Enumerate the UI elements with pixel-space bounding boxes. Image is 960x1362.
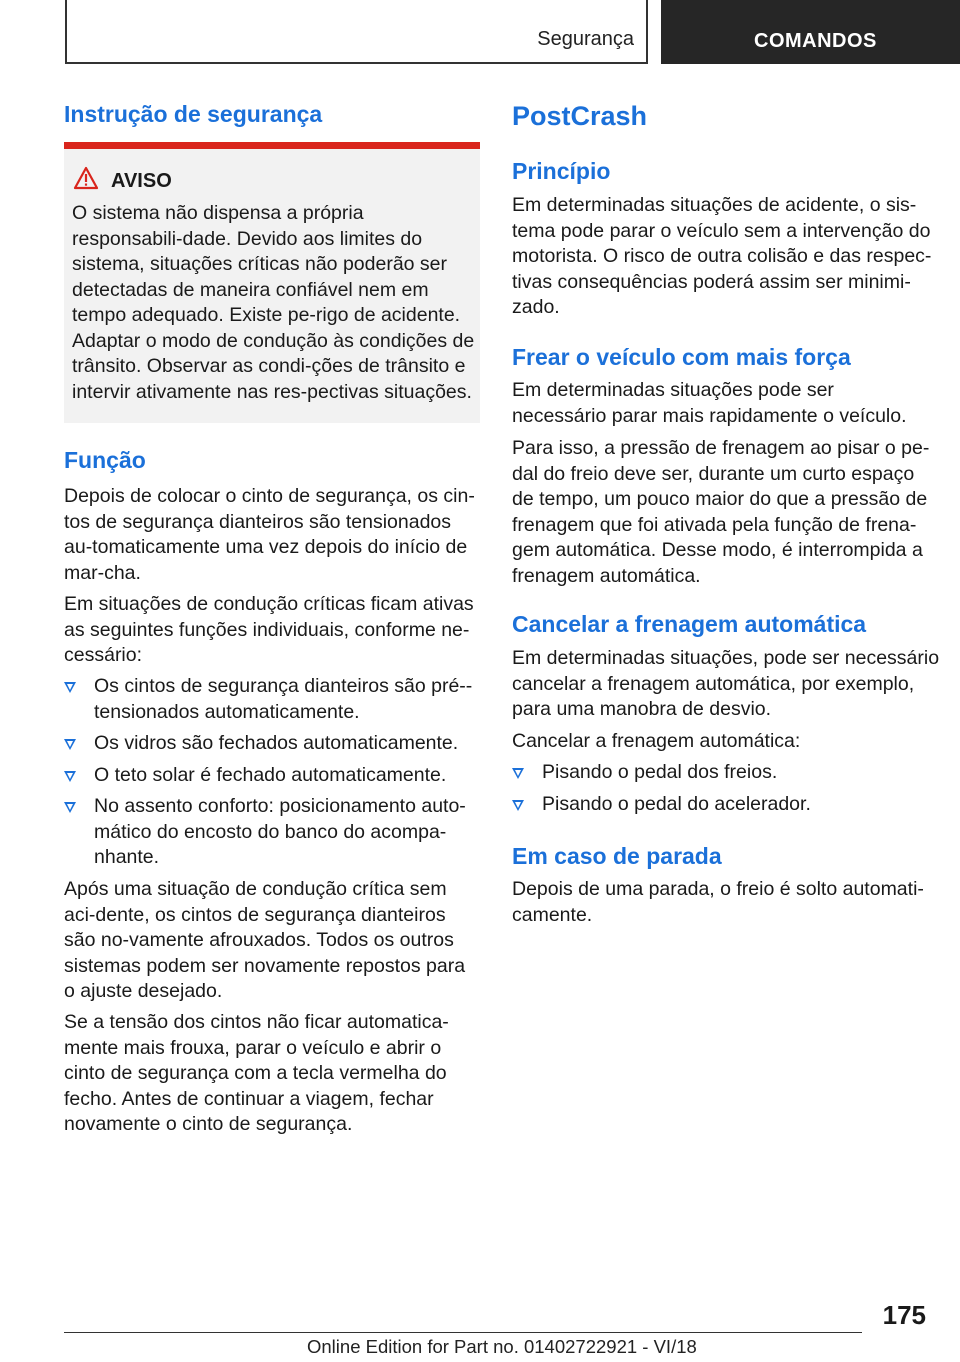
header-chapter-tab bbox=[661, 0, 960, 64]
funcao-paragraph-1: Depois de colocar o cinto de segurança, os cin-tos de segurança dianteiros são tensionados au-tomaticamente uma vez depois do início de mar-cha. bbox=[64, 485, 475, 584]
funcao-bullet-list bbox=[64, 674, 480, 877]
warning-rule bbox=[64, 142, 480, 149]
list-item: Os vidros são fechados automaticamente. bbox=[64, 731, 480, 757]
page-title-safety: Instrução de segurança bbox=[64, 101, 323, 127]
parada-paragraph: Depois de uma parada, o freio é solto automati-camente. bbox=[512, 878, 924, 926]
cancelar-paragraph-2: Cancelar a frenagem automática: bbox=[512, 730, 801, 752]
list-item: Os cintos de segurança dianteiros são pré--tensionados automaticamente. bbox=[64, 674, 480, 725]
list-item: No assento conforto: posicionamento auto-mático do encosto do banco do acompa-nhante. bbox=[64, 794, 480, 871]
page-number: 175 bbox=[882, 1300, 926, 1330]
chapter-label: COMANDOS bbox=[754, 30, 877, 52]
triangle-bullet-icon bbox=[64, 682, 76, 693]
heading-frear: Frear o veículo com mais força bbox=[512, 344, 851, 370]
principio-paragraph: Em determinadas situações de acidente, o sis-tema pode parar o veículo sem a intervenção do motorista. O risco de outra colisão e das respec-tivas consequências poderá assim ser minimi-zado. bbox=[512, 194, 932, 318]
list-item: Pisando o pedal dos freios. bbox=[512, 760, 932, 786]
heading-funcao: Função bbox=[64, 447, 146, 473]
heading-parada: Em caso de parada bbox=[512, 843, 722, 869]
triangle-bullet-icon bbox=[64, 802, 76, 813]
triangle-bullet-icon bbox=[64, 739, 76, 750]
list-item: Pisando o pedal do acelerador. bbox=[512, 792, 932, 818]
triangle-bullet-icon bbox=[512, 800, 524, 811]
warning-title: AVISO bbox=[111, 170, 172, 192]
frear-paragraph-1: Em determinadas situações pode ser necessário parar mais rapidamente o veículo. bbox=[512, 379, 907, 427]
triangle-bullet-icon bbox=[64, 771, 76, 782]
funcao-paragraph-4: Se a tensão dos cintos não ficar automatica-mente mais frouxa, parar o veículo e abrir o cinto de segurança com a tecla vermelha do fecho. Antes de continuar a viagem, fechar novamente o cinto de segurança. bbox=[64, 1011, 449, 1135]
cancelar-bullet-list bbox=[512, 760, 932, 823]
heading-cancelar: Cancelar a frenagem automática bbox=[512, 611, 867, 637]
frear-paragraph-2: Para isso, a pressão de frenagem ao pisar o pe-dal do freio deve ser, durante um curto espaço de tempo, um pouco maior do que a pressão de frenagem que foi ativada pela função de frena-gem automática. Desse modo, é interrompida a frenagem automática. bbox=[512, 437, 930, 587]
cancelar-paragraph-1: Em determinadas situações, pode ser necessário cancelar a frenagem automática, por exemplo, para uma manobra de desvio. bbox=[512, 647, 940, 720]
warning-triangle-icon bbox=[73, 166, 99, 190]
footer-edition-text: Online Edition for Part no. 01402722921 - VI/18 bbox=[307, 1336, 697, 1357]
heading-principio: Princípio bbox=[512, 158, 611, 184]
triangle-bullet-icon bbox=[512, 768, 524, 779]
warning-text: O sistema não dispensa a própria responsabili-dade. Devido aos limites do sistema, situações críticas não poderão ser detectadas de maneira confiável nem em tempo adequado. Existe pe-rigo de acidente. Adaptar o modo de condução às condições de trânsito. Observar as condi-ções de trânsito e intervir ativamente nas res-pectivas situações. bbox=[72, 202, 475, 403]
section-label: Segurança bbox=[537, 28, 634, 50]
page-title-postcrash: PostCrash bbox=[512, 101, 648, 131]
funcao-paragraph-3: Após uma situação de condução crítica sem aci-dente, os cintos de segurança dianteiros são no-vamente afrouxados. Todos os outros sistemas podem ser novamente repostos para o ajuste desejado. bbox=[64, 878, 466, 1002]
footer-divider bbox=[64, 1332, 862, 1333]
header-section-tab bbox=[65, 0, 648, 64]
funcao-paragraph-2: Em situações de condução críticas ficam ativas as seguintes funções individuais, conforme ne-cessário: bbox=[64, 593, 474, 666]
list-item: O teto solar é fechado automaticamente. bbox=[64, 763, 480, 789]
